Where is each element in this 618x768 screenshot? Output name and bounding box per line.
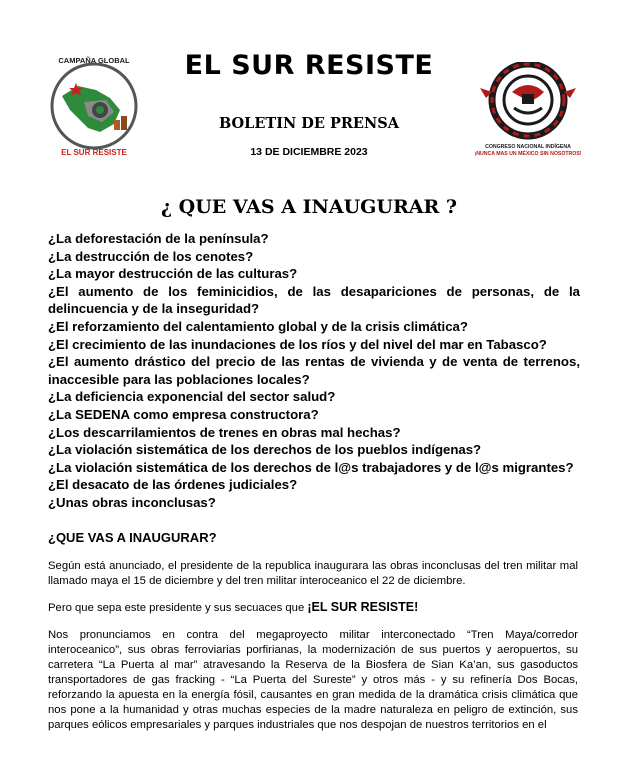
list-item: ¿El desacato de las órdenes judiciales? <box>48 477 298 493</box>
cni-logo <box>472 62 584 166</box>
paragraph-announcement: Según está anunciado, el presidente de la republica inaugurara las obras inconclusas del tren militar mal llamado maya el 15 de diciembre y del tren militar interoceanico el 22 de diciembre. <box>48 560 578 587</box>
release-date: 13 DE DICIEMBRE 2023 <box>250 146 368 158</box>
page-subtitle: BOLETIN DE PRENSA <box>219 115 399 132</box>
paragraph-pronouncement: Nos pronunciamos en contra del megaproyecto militar interconectado “Tren Maya/corredor interoceanico”, sus obras ferroviarias porfirianas, la modernización de sus puertos y aeropuertos, su carretera “La Puerta al mar” atravesando la Reserva de la Biosfera de Sian Ka’an, sus gasoductos transportadores de gas fracking - “La Puerta del Sureste” y otros más - y su refinería Dos Bocas, reforzando la apuesta en la energía fósil, causantes en gran medida de la dramática crisis climática que nos pone a la humanidad y otras muchas especies de la madre naturaleza en peligro de extinción, sus parques eólicos empresariales y parques industriales que nos despojan de nuestros territorios en el <box>48 629 578 731</box>
list-item: ¿El aumento drástico del precio de las rentas de vivienda y de venta de terrenos, inaccesible para las poblaciones locales? <box>48 354 580 387</box>
paragraph-warning-strong: ¡EL SUR RESISTE! <box>307 600 419 614</box>
page-title: EL SUR RESISTE <box>184 50 434 81</box>
logo-right-line1: CONGRESO NACIONAL INDÍGENA <box>485 144 571 150</box>
section-heading: ¿QUE VAS A INAUGURAR? <box>48 530 217 545</box>
list-item: ¿La SEDENA como empresa constructora? <box>48 406 319 422</box>
list-item: ¿El reforzamiento del calentamiento global y de la crisis climática? <box>48 318 468 334</box>
list-item: ¿El aumento de los feminicidios, de las desapariciones de personas, de la delincuencia y de la inseguridad? <box>48 283 580 317</box>
main-question-heading: ¿ QUE VAS A INAUGURAR ? <box>160 196 458 218</box>
paragraph-warning <box>48 600 578 616</box>
list-item: ¿La violación sistemática de los derechos de los pueblos indígenas? <box>48 442 482 458</box>
list-item: ¿La mayor destrucción de las culturas? <box>48 266 298 282</box>
list-item: ¿Los descarrilamientos de trenes en obras mal hechas? <box>48 424 401 440</box>
list-item: ¿Unas obras inconclusas? <box>48 494 216 510</box>
list-item: ¿El crecimiento de las inundaciones de los ríos y del nivel del mar en Tabasco? <box>48 336 547 352</box>
logo-left-top-text: CAMPAÑA GLOBAL <box>58 56 130 65</box>
list-item: ¿La deforestación de la península? <box>48 231 269 246</box>
paragraph-warning-lead: Pero que sepa este presidente y sus secuaces que <box>48 602 308 614</box>
list-item: ¿La destrucción de los cenotes? <box>48 248 254 264</box>
logo-right-line2: ¡NUNCA MAS UN MÉXICO SIN NOSOTROS! <box>474 151 582 157</box>
logo-left-bottom-text: EL SUR RESISTE <box>61 148 127 157</box>
list-item: ¿La deficiencia exponencial del sector salud? <box>48 389 336 405</box>
questions-list <box>48 230 580 512</box>
list-item: ¿La violación sistemática de los derechos de l@s trabajadores y de l@s migrantes? <box>48 459 574 475</box>
